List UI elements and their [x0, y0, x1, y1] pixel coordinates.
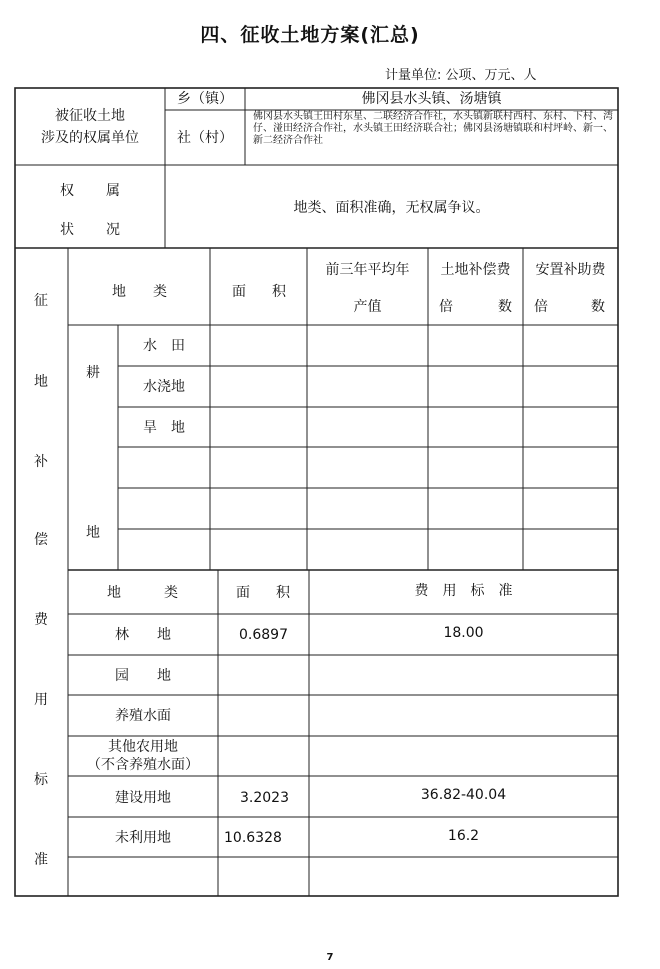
- side-label-char: 标: [34, 772, 48, 788]
- header-comp-line1: 土地补偿费: [440, 262, 511, 278]
- other-row-area: 3.2023: [240, 790, 289, 806]
- owner-label-line1: 被征收土地: [55, 108, 125, 124]
- header-comp-line2b: 数: [498, 299, 512, 315]
- page-title: 四、征收土地方案(汇总): [200, 24, 420, 46]
- other-row-fee: 18.00: [443, 625, 484, 641]
- page-number: 7: [326, 952, 334, 963]
- other-row-fee: 36.82-40.04: [420, 787, 507, 803]
- township-label: 乡（镇）: [177, 91, 233, 107]
- cultivated-row-label: 水浇地: [143, 379, 185, 395]
- owner-label-line2: 涉及的权属单位: [41, 130, 139, 146]
- other-header-land-type-b: 类: [164, 585, 178, 601]
- side-label-char: 征: [34, 293, 48, 309]
- ownership-label-b: 属: [106, 183, 120, 199]
- header-resettle-line1: 安置补助费: [535, 262, 606, 278]
- other-row-type: 未利用地: [115, 830, 171, 846]
- other-header-area-a: 面: [236, 585, 250, 601]
- header-avg-output-line2: 产值: [353, 299, 382, 315]
- ownership-label-a: 权: [60, 183, 74, 199]
- other-header-fee-standard: 费 用 标 准: [414, 583, 513, 599]
- header-area-b: 积: [272, 284, 286, 300]
- side-label-char: 费: [34, 612, 48, 628]
- header-area-a: 面: [232, 284, 246, 300]
- header-land-type-b: 类: [153, 284, 167, 300]
- side-label-char: 补: [34, 454, 48, 470]
- other-row-type: 林 地: [115, 627, 171, 643]
- other-row-area: 10.6328: [224, 830, 282, 846]
- side-label-char: 偿: [34, 532, 48, 548]
- cultivated-label-a: 耕: [86, 365, 100, 381]
- header-comp-line2a: 倍: [439, 299, 453, 315]
- other-row-fee: 16.2: [447, 828, 480, 844]
- other-row-type: 园 地: [115, 668, 171, 684]
- other-row-type: 其他农用地 （不含养殖水面）: [87, 739, 199, 773]
- village-value: 佛冈县水头镇王田村东星、二联经济合作社，水头镇新联村西村、东村、下村、湾仔、湴田经济合作社，水头镇王田经济联合社；佛冈县汤塘镇联和村坪岭、新一、新二经济合作社: [253, 111, 613, 146]
- side-label-char: 地: [34, 374, 48, 390]
- ownership-label-c: 状: [60, 222, 74, 238]
- header-land-type-a: 地: [112, 284, 126, 300]
- measurement-unit: 计量单位: 公项、万元、人: [385, 68, 537, 83]
- other-header-area-b: 积: [276, 585, 290, 601]
- cultivated-row-label: 水 田: [143, 338, 185, 354]
- side-label-char: 准: [34, 852, 48, 868]
- ownership-text: 地类、面积准确，无权属争议。: [293, 200, 490, 216]
- cultivated-label-b: 地: [86, 525, 100, 541]
- other-row-type: 建设用地: [115, 790, 171, 806]
- header-resettle-line2a: 倍: [534, 299, 548, 315]
- other-row-area: 0.6897: [239, 627, 288, 643]
- ownership-label-d: 况: [106, 222, 120, 238]
- header-avg-output-line1: 前三年平均年: [325, 262, 410, 278]
- cultivated-row-label: 旱 地: [143, 420, 185, 436]
- side-label-char: 用: [34, 692, 48, 708]
- other-header-land-type-a: 地: [107, 585, 121, 601]
- header-resettle-line2b: 数: [591, 299, 605, 315]
- township-value: 佛冈县水头镇、汤塘镇: [361, 91, 502, 107]
- other-row-type: 养殖水面: [115, 708, 171, 724]
- village-label: 社（村）: [177, 130, 233, 146]
